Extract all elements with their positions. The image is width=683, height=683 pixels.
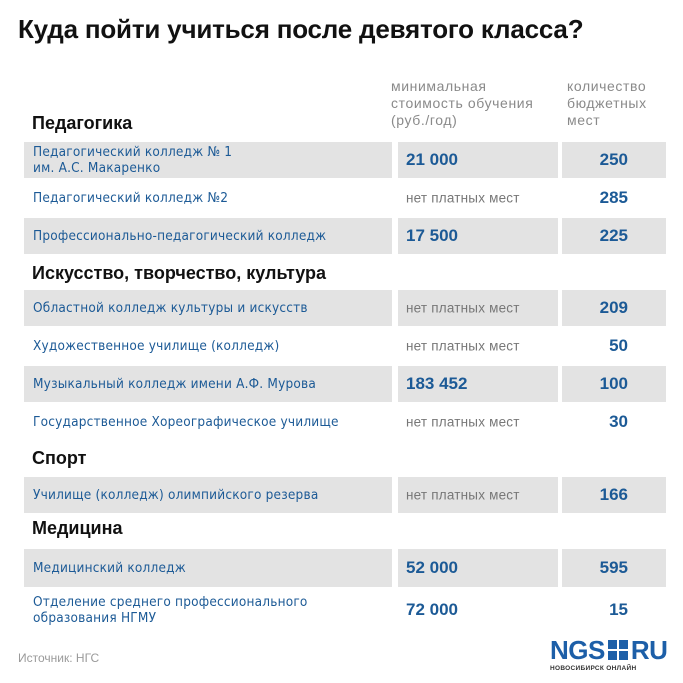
tuition-cost: 72 000: [406, 600, 458, 619]
tuition-cost: нет платных мест: [406, 338, 520, 354]
college-name-line: Педагогический колледж № 1: [33, 144, 233, 160]
page-title: Куда пойти учиться после девятого класса?: [18, 14, 584, 44]
table-row: [24, 328, 666, 364]
row-name-cell: [24, 328, 392, 364]
ngs-logo: [550, 636, 670, 676]
row-places-cell: [562, 589, 666, 631]
row-places-cell: [562, 477, 666, 513]
college-name-line: им. А.С. Макаренко: [33, 160, 161, 176]
college-name: [33, 594, 308, 626]
budget-places: 595: [599, 558, 628, 577]
budget-places: 225: [599, 226, 628, 245]
budget-places: 30: [609, 412, 628, 431]
row-cost-cell: [398, 477, 558, 513]
row-cost-cell: [398, 328, 558, 364]
row-name-cell: [24, 142, 392, 178]
row-places-cell: [562, 218, 666, 254]
row-cost-cell: [398, 290, 558, 326]
tuition-cost: нет платных мест: [406, 190, 520, 206]
row-places-cell: [562, 366, 666, 402]
row-places-cell: [562, 142, 666, 178]
college-name: [33, 190, 228, 206]
row-places-cell: [562, 290, 666, 326]
section-heading: Педагогика: [32, 113, 133, 133]
section-heading: Искусство, творчество, культура: [32, 263, 326, 283]
college-name: [33, 376, 316, 392]
logo-ngs-text: NGS: [550, 635, 605, 665]
college-name-line: образования НГМУ: [33, 610, 157, 626]
table-row: [24, 180, 666, 216]
row-name-cell: [24, 549, 392, 587]
college-name: [33, 487, 318, 503]
college-name: [33, 300, 308, 316]
row-name-cell: [24, 477, 392, 513]
college-name-line: Профессионально-педагогический колледж: [33, 228, 327, 244]
column-header-cost: [391, 78, 561, 129]
logo-ru-text: RU: [630, 635, 668, 665]
table-row: [24, 366, 666, 402]
row-places-cell: [562, 180, 666, 216]
college-name-line: Училище (колледж) олимпийского резерва: [33, 487, 319, 503]
column-header-places-line: мест: [567, 112, 601, 128]
tuition-cost: нет платных мест: [406, 300, 520, 316]
row-cost-cell: [398, 218, 558, 254]
section-heading: Медицина: [32, 518, 123, 538]
source-note: Источник: НГС: [18, 651, 100, 665]
row-cost-cell: [398, 366, 558, 402]
table-row: [24, 142, 666, 178]
table-row: [24, 477, 666, 513]
row-places-cell: [562, 404, 666, 440]
college-name: [33, 560, 186, 576]
tuition-cost: 17 500: [406, 226, 458, 245]
column-header-cost-line: минимальная: [391, 78, 487, 94]
logo-subtitle: НОВОСИБИРСК ОНЛАЙН: [550, 665, 637, 672]
row-name-cell: [24, 366, 392, 402]
column-header-places-line: количество: [567, 78, 647, 94]
row-cost-cell: [398, 589, 558, 631]
row-name-cell: [24, 404, 392, 440]
college-name-line: Художественное училище (колледж): [33, 338, 280, 354]
column-header-places: [567, 78, 677, 129]
college-name-line: Отделение среднего профессионального: [33, 594, 308, 610]
row-cost-cell: [398, 180, 558, 216]
row-name-cell: [24, 218, 392, 254]
budget-places: 100: [599, 374, 628, 393]
college-name: [33, 414, 339, 430]
budget-places: 15: [609, 600, 628, 619]
tuition-cost: 21 000: [406, 150, 458, 169]
row-name-cell: [24, 589, 392, 631]
row-places-cell: [562, 328, 666, 364]
college-name-line: Государственное Хореографическое училище: [33, 414, 339, 430]
budget-places: 50: [609, 336, 628, 355]
row-name-cell: [24, 290, 392, 326]
tuition-cost: нет платных мест: [406, 487, 520, 503]
row-name-cell: [24, 180, 392, 216]
column-header-cost-line: стоимость обучения: [391, 95, 534, 111]
table-row: [24, 549, 666, 587]
budget-places: 250: [599, 150, 628, 169]
college-name: [33, 338, 279, 354]
section-heading: Спорт: [32, 448, 87, 468]
tuition-cost: 183 452: [406, 374, 468, 393]
row-cost-cell: [398, 142, 558, 178]
ngs-square-mark-icon: [608, 640, 628, 660]
column-header-cost-line: (руб./год): [391, 112, 458, 128]
table-row: [24, 218, 666, 254]
row-places-cell: [562, 549, 666, 587]
college-name-line: Медицинский колледж: [33, 560, 186, 576]
budget-places: 209: [599, 298, 628, 317]
college-name-line: Педагогический колледж №2: [33, 190, 229, 206]
college-name-line: Областной колледж культуры и искусств: [33, 300, 308, 316]
college-name: [33, 228, 326, 244]
budget-places: 285: [599, 188, 628, 207]
table-row: [24, 404, 666, 440]
college-name-line: Музыкальный колледж имени А.Ф. Мурова: [33, 376, 317, 392]
budget-places: 166: [599, 485, 628, 504]
table-row: [24, 290, 666, 326]
college-name: [33, 144, 232, 176]
tuition-cost: нет платных мест: [406, 414, 520, 430]
table-row: [24, 589, 666, 631]
row-cost-cell: [398, 549, 558, 587]
row-cost-cell: [398, 404, 558, 440]
column-header-places-line: бюджетных: [567, 95, 647, 111]
tuition-cost: 52 000: [406, 558, 458, 577]
